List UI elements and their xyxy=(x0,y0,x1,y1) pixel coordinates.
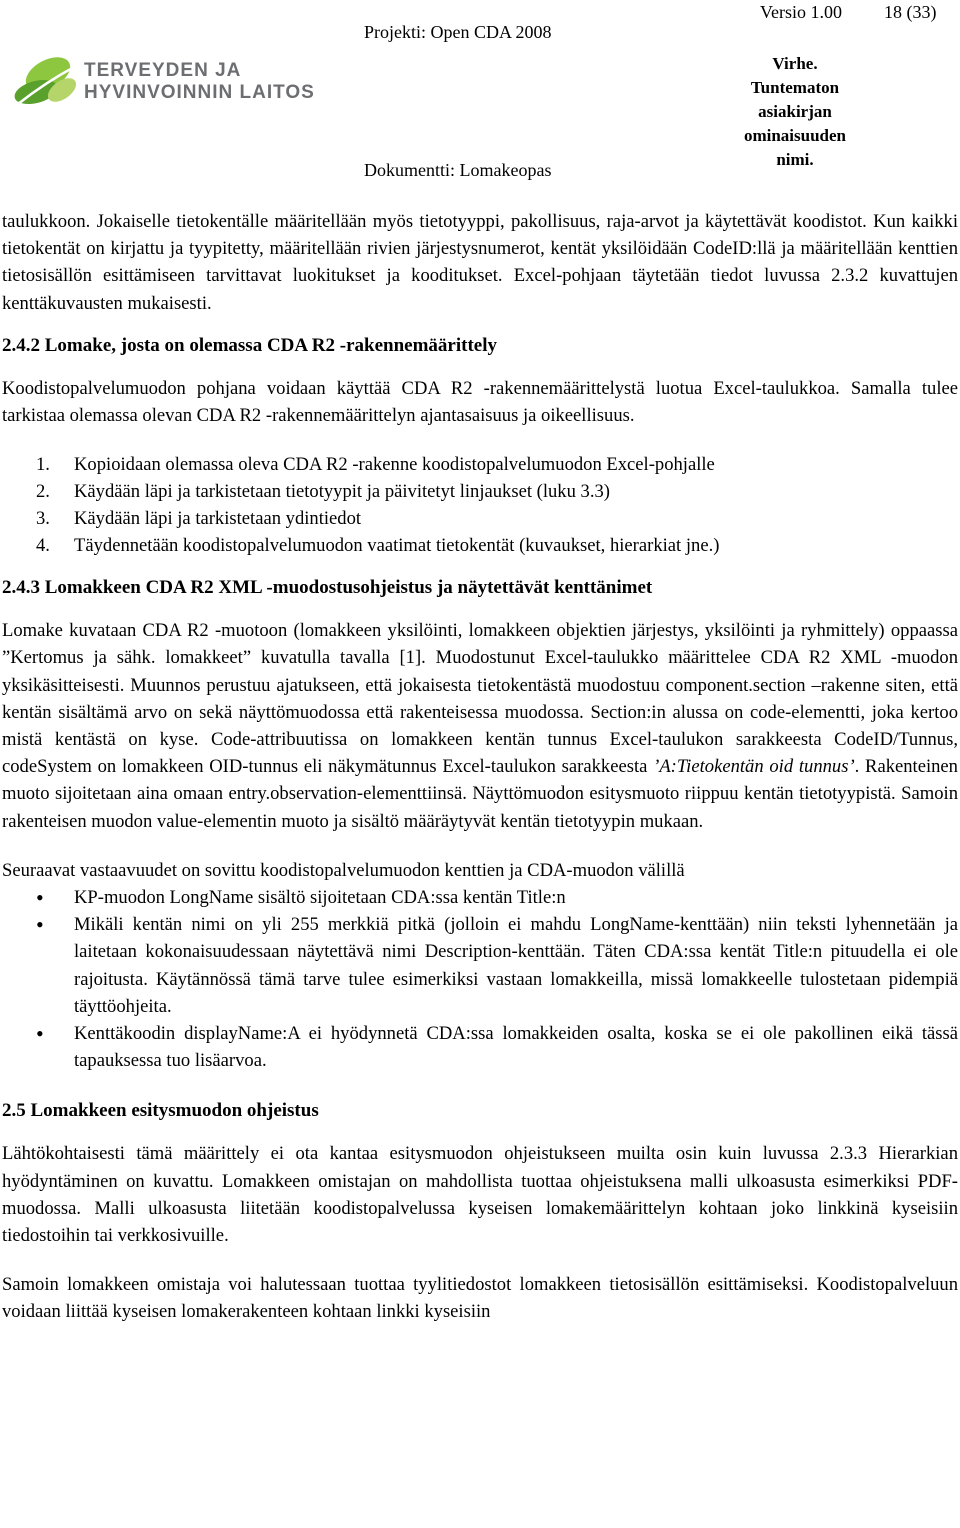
steps-list xyxy=(2,451,958,559)
mapping-lead: Seuraavat vastaavuudet on sovittu koodistopalvelumuodon kenttien ja CDA-muodon välillä xyxy=(2,859,685,881)
section-2-5-heading: 2.5 Lomakkeen esitysmuodon ohjeistus xyxy=(2,1100,319,1122)
section-2-4-2-paragraph: Koodistopalvelumuodon pohjana voidaan käyttää CDA R2 -rakennemäärittelystä luotua Excel-taulukkoa. Samalla tulee tarkistaa olemassa olevan CDA R2 -rakennemäärittelyn ajantasaisuus ja oikeellisuus. xyxy=(2,377,958,427)
list-item: • KP-muodon LongName sisältö sijoitetaan CDA:ssa kentän Title:n xyxy=(2,884,958,911)
list-item: 3. Käydään läpi ja tarkistetaan ydintiedot xyxy=(36,508,362,530)
error-line: asiakirjan xyxy=(758,102,832,121)
list-item: • Mikäli kentän nimi on yli 255 merkkiä pitkä (jolloin ei mahdu LongName-kenttään) niin teksti lyhennetään ja laitetaan kokonaisuudessaan näytettävä nimi Description-kenttään. Täten CDA:ssa kentät Title:n pituudella ei ole rajoitusta. Käytännössä tämä tarve tulee esimerkiksi vastaan lomakkeilla, missä lomakkeelle tulostetaan pidempiä täyttöohjeita. xyxy=(2,911,958,1020)
error-line: Virhe. xyxy=(772,54,818,73)
error-line: Tuntematon xyxy=(750,78,840,97)
org-logo-text xyxy=(84,60,315,104)
list-item: 1. Kopioidaan olemassa oleva CDA R2 -rakenne koodistopalvelumuodon Excel-pohjalle xyxy=(36,454,715,476)
page-number: 18 (33) xyxy=(884,2,937,22)
section-2-4-3-heading: 2.4.3 Lomakkeen CDA R2 XML -muodostusohjeistus ja näytettävät kenttänimet xyxy=(2,577,653,599)
section-2-5-paragraph-2: Samoin lomakkeen omistaja voi halutessaan tuottaa tyylitiedostot lomakkeen tietosisällön esittämiseksi. Koodistopalveluun voidaan liittää kyseisen lomakerakenteen kohtaan linkki kyseisiin xyxy=(2,1274,958,1323)
logo-line-1: TERVEYDEN JA xyxy=(84,60,242,81)
property-error-notice xyxy=(700,52,890,172)
error-line: nimi. xyxy=(776,150,814,169)
logo-line-2: HYVINVOINNIN LAITOS xyxy=(84,82,315,103)
version-label: Versio 1.00 xyxy=(760,2,842,22)
section-2-5-paragraph-1: Lähtökohtaisesti tämä määrittely ei ota kantaa esitysmuodon ohjeistukseen muilta osin kuin luvussa 2.3.3 Hierarkian hyödyntäminen on kuvattu. Lomakkeen omistajan on mahdollista tuottaa ohjeistuksena malli ulkoasusta esimerkiksi PDF-muodossa. Malli ulkoasusta liitetään koodistopalvelussa kyseisen lomakemäärittelyn kohtaan joko linkkinä kyseisiin tiedostoihin tai verkkosivuille. xyxy=(2,1143,958,1247)
error-line: ominaisuuden xyxy=(743,126,847,145)
section-2-4-2-heading: 2.4.2 Lomake, josta on olemassa CDA R2 -rakennemäärittely xyxy=(2,334,498,356)
document-body xyxy=(2,208,958,1326)
list-item: • Kenttäkoodin displayName:A ei hyödynnetä CDA:ssa lomakkeiden osalta, koska se ei ole pakollinen eikä tässä tapauksessa tuo lisäarvoa. xyxy=(2,1020,958,1074)
mapping-list xyxy=(2,884,958,1074)
list-item: 4. Täydennetään koodistopalvelumuodon vaatimat tietokentät (kuvaukset, hierarkiat jne.) xyxy=(36,535,720,557)
intro-paragraph: taulukkoon. Jokaiselle tietokentälle määritellään myös tietotyyppi, pakollisuus, raja-arvot ja käytettävät koodistot. Kun kaikki tietokentät on kirjattu ja tyypitetty, määritellään rivien järjestysnumerot, kentät yksilöidään CodeID:llä ja määritellään kenttien tietosisällön esittämiseen tarvittavat luokitukset ja kooditukset. Excel-pohjaan täytetään tiedot luvussa 2.3.2 kuvattujen kenttäkuvausten mukaisesti. xyxy=(2,211,958,314)
project-label: Projekti: Open CDA 2008 xyxy=(364,22,552,42)
document-label: Dokumentti: Lomakeopas xyxy=(364,160,552,180)
section-2-4-3-paragraph: Lomake kuvataan CDA R2 -muotoon (lomakkeen yksilöinti, lomakkeen objektien järjestys, yksilöinti ja ryhmittely) oppaassa ”Kertomus ja sähk. lomakkeet” kuvatulla tavalla [1]. Muodostunut Excel-taulukko määrittelee CDA R2 XML -muodon yksikäsitteisesti. Muunnos perustuu ajatukseen, että jokaisesta tietokentästä muodostuu component.section –rakenne siten, että kentän sisältämä arvo on sekä näyttömuodossa että rakenteisessa muodossa. Section:in alussa on code-elementti, joka kertoo mistä kentästä on kyse. Code-attribuutissa on lomakkeen kentän tunnus Excel-taulukon sarakkeesta CodeID/Tunnus, codeSystem on lomakkeen OID-tunnus eli näkymätunnus Excel-taulukon sarakkeesta ’A:Tietokentän oid tunnus’. Rakenteinen muoto sijoitetaan aina omaan entry.observation-elementtiinsä. Näyttömuodon esitysmuoto riippuu kentän tietotyypistä. Samoin rakenteisen muodon value-elementin muoto ja sisältö määräytyvät kentän tietotyypin mukaan. xyxy=(2,620,958,832)
list-item: 2. Käydään läpi ja tarkistetaan tietotyypit ja päivitetyt linjaukset (luku 3.3) xyxy=(36,481,610,503)
